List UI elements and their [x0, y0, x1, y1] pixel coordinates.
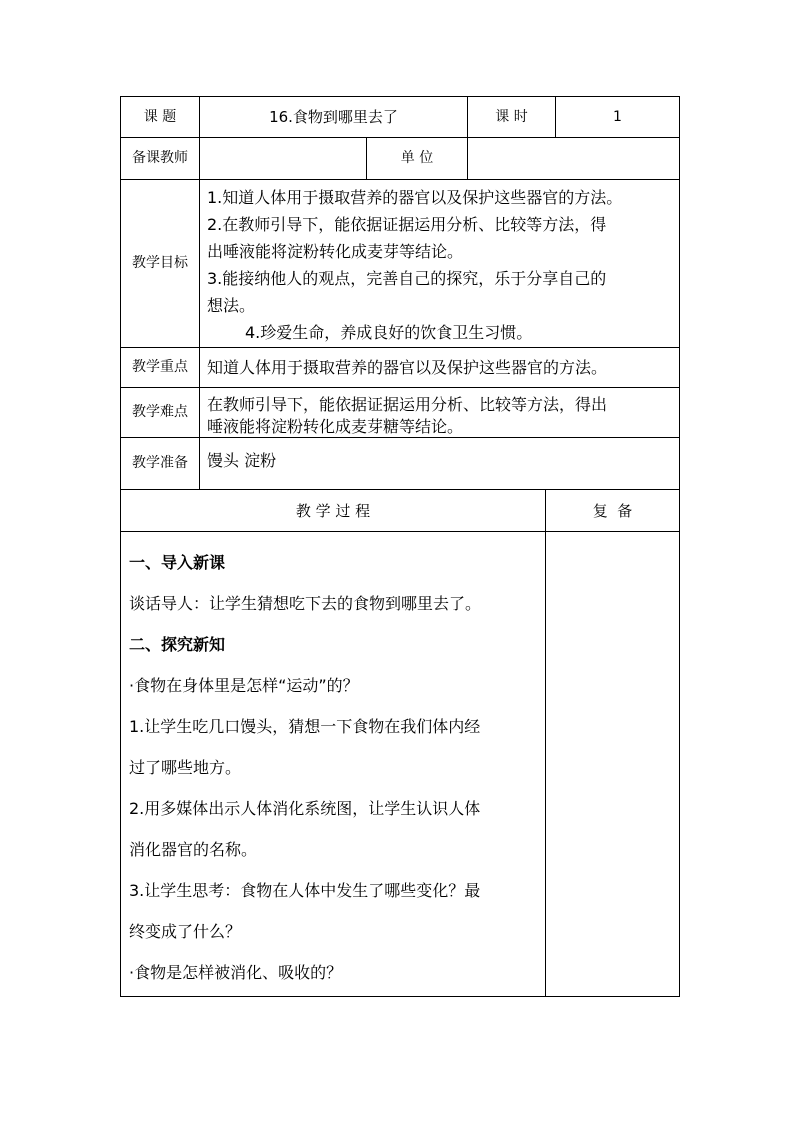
section-heading: 一、导入新课 — [129, 553, 226, 572]
preparation-label: 教学准备 — [121, 438, 200, 489]
goal-line: 想法。 — [207, 296, 256, 315]
goals-content — [200, 180, 679, 347]
process-header: 教 学 过 程 — [121, 490, 546, 531]
difficulties-line: 唾液能将淀粉转化成麦芽糖等结论。 — [207, 417, 464, 436]
row-goals — [120, 180, 680, 348]
goals-label: 教学目标 — [121, 180, 200, 347]
difficulties-line: 在教师引导下，能依据证据运用分析、比较等方法，得出 — [207, 395, 608, 414]
process-line: 消化器官的名称。 — [129, 840, 258, 859]
lesson-plan-table — [120, 96, 680, 997]
row-teacher — [120, 138, 680, 180]
row-topic — [120, 96, 680, 138]
unit-value — [468, 138, 679, 179]
goal-line: 出唾液能将淀粉转化成麦芽等结论。 — [207, 242, 464, 261]
preparation-text: 馒头 淀粉 — [207, 451, 277, 470]
process-line: 终变成了什么？ — [129, 922, 242, 941]
unit-label: 单 位 — [367, 138, 468, 179]
row-process — [120, 532, 680, 997]
process-line: 2.用多媒体出示人体消化系统图，让学生认识人体 — [129, 799, 481, 818]
key-points-label: 教学重点 — [121, 348, 200, 387]
process-line: 1.让学生吃几口馒头，猜想一下食物在我们体内经 — [129, 717, 481, 736]
topic-value: 16.食物到哪里去了 — [200, 97, 468, 137]
goal-line: 2.在教师引导下，能依据证据运用分析、比较等方法，得 — [207, 215, 607, 234]
teacher-value — [200, 138, 367, 179]
row-key-points — [120, 348, 680, 388]
difficulties-text — [200, 388, 679, 437]
key-points-text: 知道人体用于摄取营养的器官以及保护这些器官的方法。 — [207, 357, 608, 377]
review-header: 复 备 — [592, 501, 633, 520]
topic-label: 课 题 — [121, 97, 200, 137]
goal-line: 1.知道人体用于摄取营养的器官以及保护这些器官的方法。 — [207, 188, 623, 207]
process-line: 过了哪些地方。 — [129, 758, 242, 777]
row-preparation — [120, 438, 680, 490]
row-process-header — [120, 490, 680, 532]
goal-line: 3.能接纳他人的观点，完善自己的探究，乐于分享自己的 — [207, 269, 607, 288]
row-difficulties — [120, 388, 680, 438]
process-line: 谈话导人：让学生猜想吃下去的食物到哪里去了。 — [129, 594, 482, 613]
process-line: ·食物是怎样被消化、吸收的？ — [129, 963, 343, 982]
process-line: ·食物在身体里是怎样“运动”的？ — [129, 676, 359, 695]
process-content — [121, 532, 546, 996]
difficulties-label: 教学难点 — [121, 388, 200, 437]
review-content — [546, 532, 679, 996]
period-label: 课 时 — [468, 97, 556, 137]
section-heading: 二、探究新知 — [129, 635, 226, 654]
goal-line: 4.珍爱生命，养成良好的饮食卫生习惯。 — [245, 323, 533, 342]
process-line: 3.让学生思考：食物在人体中发生了哪些变化？最 — [129, 881, 481, 900]
period-value: 1 — [613, 108, 622, 125]
teacher-label: 备课教师 — [121, 138, 200, 179]
